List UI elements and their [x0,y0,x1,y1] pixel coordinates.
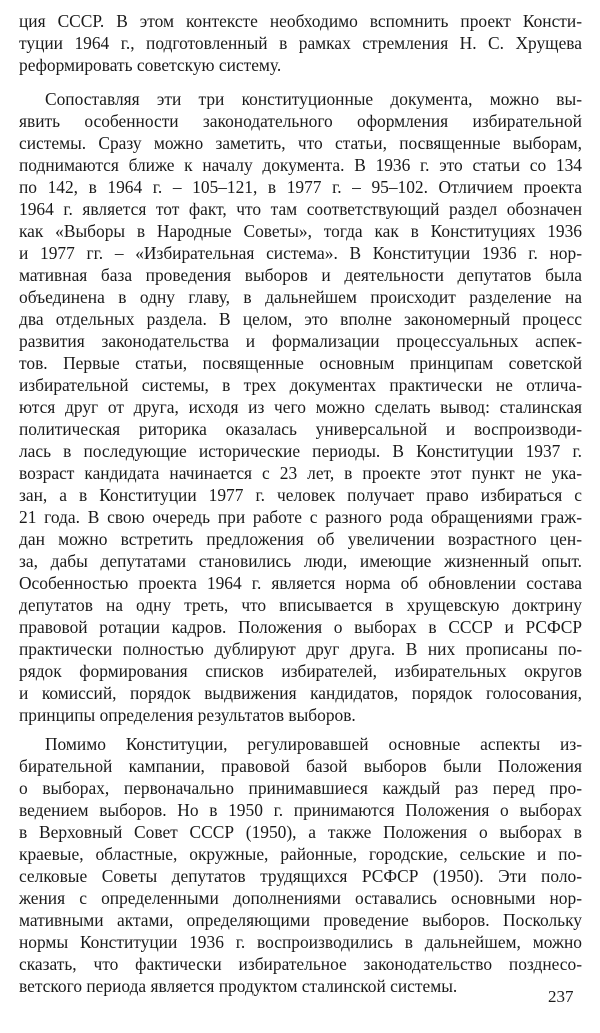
text-line: рядок формирования списков избирателей, избирательных округов [19,661,582,681]
text-line: реформировать советскую систему. [19,55,282,75]
text-line: объединена в одну главу, в дальнейшем происходит разделение на [19,287,582,307]
text-line: 1964 г. является тот факт, что там соответствующий раздел обозначен [19,199,582,219]
text-line: и комиссий, порядок выдвижения кандидатов, порядок голосования, [19,683,582,703]
text-line: сказать, что фактически избирательное законодательство позднесо- [19,954,582,974]
text-line: принципы определения результатов выборов. [19,705,356,725]
text-line: о выборах, первоначально принимавшиеся каждый раз перед про- [19,778,582,798]
text-line: Особенностью проекта 1964 г. является норма об обновлении состава [19,573,582,593]
text-line: ция СССР. В этом контексте необходимо вспомнить проект Консти- [19,11,582,31]
text-line: развития законодательства и формализации процессуальных аспек- [19,331,582,351]
text-line: мативная база проведения выборов и деятельности депутатов была [19,265,582,285]
text-line: туции 1964 г., подготовленный в рамках стремления Н. С. Хрущева [19,33,582,53]
text-line: дан можно встретить предложения об увеличении возрастного цен- [19,529,582,549]
page-number: 237 [548,987,574,1006]
text-line: жения с определенными дополнениями оставались основными нор- [19,888,582,908]
text-line: поднимаются ближе к началу документа. В 1936 г. это статьи со 134 [19,155,582,175]
text-line: лась в последующие исторические периоды. В Конституции 1937 г. [19,441,582,461]
text-line: Помимо Конституции, регулировавшей основные аспекты из- [45,734,582,754]
text-line: в Верховный Совет СССР (1950), а также Положения о выборах в [19,822,582,842]
text-line: бирательной кампании, правовой базой выборов были Положения [19,756,582,776]
text-line: избирательной системы, в трех документах практически не отлича- [19,375,582,395]
text-line: политическая риторика оказалась универсальной и воспроизводи- [19,419,582,439]
text-line: правовой ротации кадров. Положения о выборах в СССР и РСФСР [19,617,582,637]
text-line: ветского периода является продуктом сталинской системы. [19,976,458,996]
text-line: системы. Сразу можно заметить, что статьи, посвященные выборам, [19,133,582,153]
text-line: практически полностью дублируют друг друга. В них прописаны по- [19,639,582,659]
text-line: ведением выборов. Но в 1950 г. принимаются Положения о выборах [19,800,582,820]
text-line: тов. Первые статьи, посвященные основным принципам советской [19,353,582,373]
text-line: краевые, областные, окружные, районные, городские, сельские и по- [19,844,582,864]
text-line: по 142, в 1964 г. – 105–121, в 1977 г. – 95–102. Отличием проекта [19,177,582,197]
text-line: возраст кандидата начинается с 23 лет, в проекте этот пункт не ука- [19,463,582,483]
text-line: как «Выборы в Народные Советы», тогда как в Конституциях 1936 [19,221,582,241]
text-line: два отдельных раздела. В целом, это вполне закономерный процесс [19,309,582,329]
text-line: ются друг от друга, исходя из чего можно сделать вывод: сталинская [19,397,582,417]
text-line: и 1977 гг. – «Избирательная система». В Конституции 1936 г. нор- [19,243,582,263]
text-line: за, дабы депутатами становились люди, имеющие жизненный опыт. [19,551,582,571]
text-line: мативными актами, определяющими проведение выборов. Поскольку [19,910,582,930]
text-line: 21 года. В свою очередь при работе с разного рода обращениями граж- [19,507,582,527]
text-line: зан, а в Конституции 1977 г. человек получает право избираться с [19,485,582,505]
text-line: явить особенности законодательного оформления избирательной [19,111,582,131]
text-line: Сопоставляя эти три конституционные документа, можно вы- [45,89,582,109]
text-line: депутатов на одну треть, что вписывается в хрущевскую доктрину [19,595,582,615]
text-line: селковые Советы депутатов трудящихся РСФСР (1950). Эти поло- [19,866,582,886]
text-line: нормы Конституции 1936 г. воспроизводились в дальнейшем, можно [19,932,582,952]
